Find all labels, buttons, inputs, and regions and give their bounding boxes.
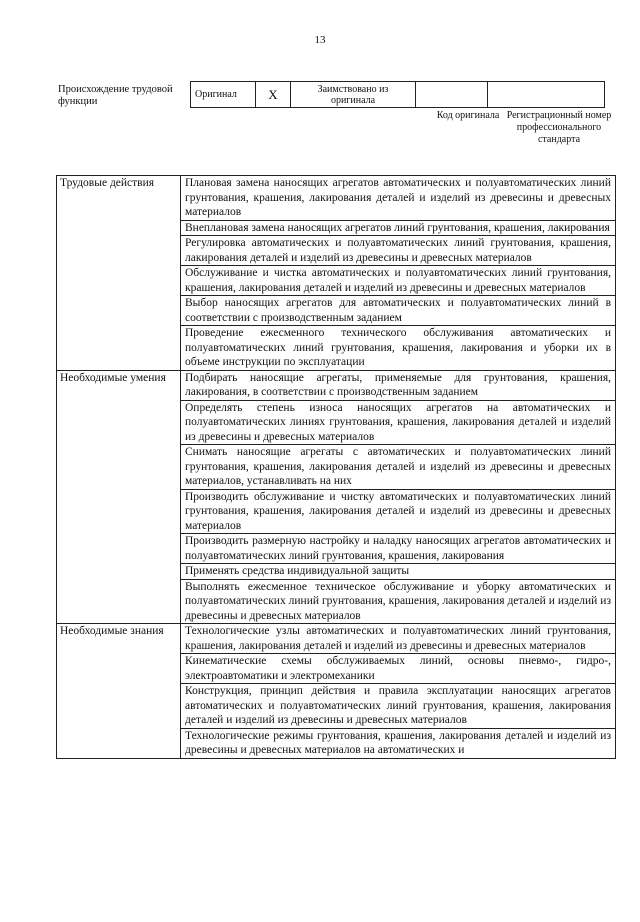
section-title: Необходимые умения: [57, 370, 181, 624]
section-item: Определять степень износа наносящих агрегатов на автоматических и полуавтоматических линиях грунтования, крашения, лакирования деталей и изделий из древесины и древесных материалов: [181, 400, 616, 445]
section-item: Проведение ежесменного технического обслуживания автоматических и полуавтоматических линий грунтования, крашения, лакирования и уборки их в объеме инструкции по эксплуатации: [181, 326, 616, 371]
section-item: Кинематические схемы обслуживаемых линий, основы пневмо-, гидро-, электроавтоматики и электромеханики: [181, 654, 616, 684]
section-item: Снимать наносящие агрегаты с автоматических и полуавтоматических линий грунтования, крашения, лакирования деталей и изделий из древесины и древесных материалов, устанавливать на них: [181, 445, 616, 490]
original-mark: X: [256, 82, 291, 108]
original-cell: Оригинал: [191, 82, 256, 108]
section-title: Необходимые знания: [57, 624, 181, 759]
table-row: [57, 370, 616, 400]
borrowed-cell: Заимствовано из оригинала: [291, 82, 416, 108]
code-caption: Код оригинала: [436, 110, 500, 121]
section-item: Регулировка автоматических и полуавтоматических линий грунтования, крашения, лакирования деталей и изделий из древесины и древесных материалов: [181, 236, 616, 266]
function-table: [56, 175, 616, 759]
table-row: [57, 176, 616, 221]
section-item: Технологические режимы грунтования, крашения, лакирования деталей и изделий из древесины и древесных материалов на автоматических и: [181, 728, 616, 758]
origin-table: [190, 81, 605, 108]
section-item: Внеплановая замена наносящих агрегатов линий грунтования, крашения, лакирования: [181, 220, 616, 236]
page-number: 13: [314, 34, 326, 46]
origin-label: Происхождение трудовой функции: [58, 84, 173, 107]
section-item: Подбирать наносящие агрегаты, применяемые для грунтования, крашения, лакирования, в соответствии с производственным заданием: [181, 370, 616, 400]
section-item: Производить обслуживание и чистку автоматических и полуавтоматических линий грунтования, крашения, лакирования деталей и изделий из древесины и древесных материалов: [181, 489, 616, 534]
section-item: Технологические узлы автоматических и полуавтоматических линий грунтования, крашения, лакирования деталей и изделий из древесины и древесных материалов: [181, 624, 616, 654]
reg-number-cell: [488, 82, 605, 108]
section-item: Выбор наносящих агрегатов для автоматических и полуавтоматических линий в соответствии с производственным заданием: [181, 296, 616, 326]
section-title: Трудовые действия: [57, 176, 181, 371]
section-item: Производить размерную настройку и наладку наносящих агрегатов автоматических и полуавтоматических линий грунтования, крашения, лакирования: [181, 534, 616, 564]
section-item: Обслуживание и чистка автоматических и полуавтоматических линий грунтования, крашения, лакирования деталей и изделий из древесины и древесных материалов: [181, 266, 616, 296]
section-item: Конструкция, принцип действия и правила эксплуатации наносящих агрегатов автоматических и полуавтоматических линий грунтования, крашения, лакирования деталей и изделий из древесины и древесных материалов: [181, 684, 616, 729]
code-cell: [416, 82, 488, 108]
section-item: Выполнять ежесменное техническое обслуживание и уборку автоматических и полуавтоматических линий грунтования, крашения, лакирования деталей и изделий из древесины и древесных материалов: [181, 579, 616, 624]
section-item: Применять средства индивидуальной защиты: [181, 564, 616, 580]
reg-number-caption: Регистрационный номер профессионального стандарта: [506, 110, 612, 145]
section-item: Плановая замена наносящих агрегатов автоматических и полуавтоматических линий грунтования, крашения, лакирования деталей и изделий из древесины и древесных материалов: [181, 176, 616, 221]
table-row: [57, 624, 616, 654]
